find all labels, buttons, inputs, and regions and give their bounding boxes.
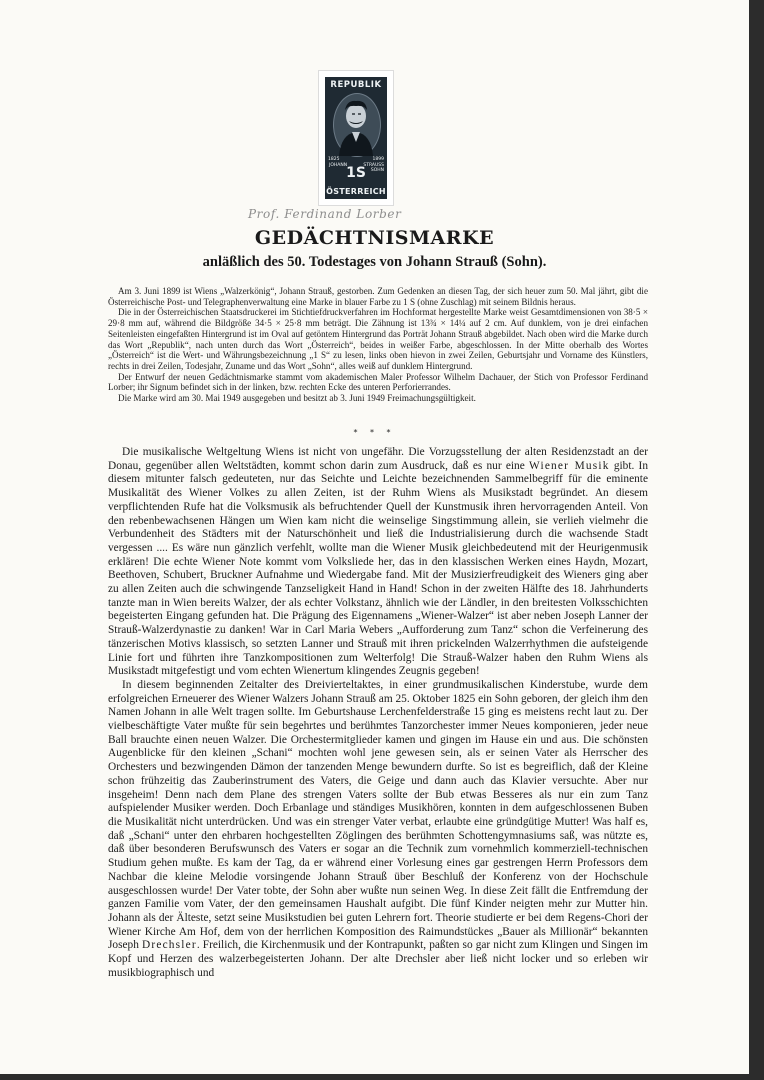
stamp-proof-card bbox=[318, 70, 394, 206]
article-body bbox=[108, 446, 648, 980]
section-separator: * * * bbox=[353, 428, 396, 437]
stamp-republik-text: REPUBLIK bbox=[330, 80, 382, 90]
scan-border-bottom bbox=[0, 1074, 764, 1080]
page-title: GEDÄCHTNISMARKE bbox=[254, 227, 495, 249]
stamp-surname: STRAUSS bbox=[363, 163, 384, 168]
body-text: . Freilich, die Kirchenmusik und der Kontrapunkt, paßten so gar nicht zum Klingen und Singen im Kopf und Herzen des walzerbegeisterten Johann. Der alte Drechsler aber ließ nicht locker und so erleben wir musikbiographisch und bbox=[108, 939, 648, 979]
stamp-country-name: ÖSTERREICH bbox=[326, 187, 386, 196]
intro-paragraph: Die in der Österreichischen Staatsdruckerei im Stichtiefdruckverfahren im Hochformat hergestellte Marke weist Gesamtdimensionen von 38·5 × 29·8 mm auf, während die Bildgröße 34·5 × 25·8 mm beträgt. Die Zähnung ist 13¾ × 14¼ auf 2 cm. Auf dunklem, von je drei einfachen Seitenleisten eingefaßten Hintergrund ist im Oval auf getöntem Hintergrund das Porträt Johann Strauß abgebildet. Nach oben wird die Marke durch das Wort „Republik“, nach unten durch das Wort „Österreich“, beides in weißer Farbe, abgeschlossen. In der Mitte oberhalb des Wortes „Österreich“ ist die Wert- und Währungsbezeichnung „1 S“ zu lesen, links oben hievon in zwei Zeilen, Geburtsjahr und Vorname des Künstlers, rechts in drei Zeilen, Todesjahr, Zuname und das Wort „Sohn“, alles weiß auf dunklem Hintergrund. bbox=[108, 307, 648, 371]
body-paragraph bbox=[108, 679, 648, 980]
intro-paragraph: Die Marke wird am 30. Mai 1949 ausgegeben und besitzt ab 3. Juni 1949 Freimachungsgültigkeit. bbox=[118, 393, 476, 404]
body-text: Die musikalische Weltgeltung Wiens ist nicht von ungefähr. Die Vorzugsstellung der alten Residenzstadt an der Donau, gegenüber allen Weltstädten, kommt schon darin zum Ausdruck, daß es nur eine bbox=[108, 446, 648, 472]
intro-section bbox=[108, 286, 648, 404]
stamp-denomination: 1S bbox=[346, 165, 366, 181]
postage-stamp bbox=[325, 77, 387, 199]
stamp-birth-year: 1825 bbox=[328, 157, 340, 162]
body-text: gibt. In diesem mitunter falsch gedeuteten, nur das Seichte und Leichte bezeichnenden Sammelbegriff für die eminente Musikalität des Wiener Volkes zu allen Zeiten, ist der Ruhm Wiens als Musikstadt begründet. An diesem verpflichtenden Rufe hat die Volksmusik als befruchtender Quell der Kunstmusik ihren hervorragenden Anteil. Von den rebenbewachsenen Hängen um Wien kam nicht die weinselige Singstimmung allein, sie verlieh vielmehr die Verbundenheit des Städters mit der Naturschönheit und ließ die Industrialisierung durch die wachsende Stadt vergessen .... Es wäre nun gänzlich verfehlt, wollte man die Wiener Musik gleichbedeutend mit der Heurigenmusik erklären! Die echte Wiener Note kommt vom Volksliede her, das in den klassischen Werken eines Haydn, Mozart, Beethoven, Schubert, Bruckner Aufnahme und Wiedergabe fand. Mit der Musizierfreudigkeit des Wieners ging aber zu allen Zeiten auch die schwingende Tanzseligkeit Hand in Hand! Schon in der zweiten Hälfte des 18. Jahrhunderts tanzte man in Wien bereits Walzer, der als echter Volkstanz, ähnlich wie der Ländler, in den breitesten Volksschichten begeisterten Eingang gefunden hat. Die Prägung des Eigennamens „Wiener-Walzer“ ist aber neben Joseph Lanner der Strauß-Walzerdynastie zu danken! War in Carl Maria Webers „Aufforderung zum Tanz“ schon die Verfeinerung des tänzerischen Motivs klassisch, so setzten Lanner und Strauß mit ihren prickelnden Walzerrhythmen die aufsteigende Linie fort und führten ihre Tanzkompositionen zum Welterfolg! Die Strauß-Walzer haben den Ruhm Wiens als Musikstadt mitgefestigt und vom echten Wienertum klingendes Zeugnis gegeben! bbox=[108, 459, 648, 678]
stamp-first-name: JOHANN bbox=[329, 163, 348, 168]
engraver-signature: Prof. Ferdinand Lorber bbox=[248, 207, 402, 221]
stamp-death-year: 1899 bbox=[372, 157, 384, 162]
stamp-suffix: SOHN bbox=[370, 168, 384, 173]
portrait-image bbox=[333, 94, 379, 156]
intro-paragraph: Am 3. Juni 1899 ist Wiens „Walzerkönig“, Johann Strauß, gestorben. Zum Gedenken an diesen Tag, der sich heuer zum 50. Mal jährt, gibt die Österreichische Post- und Telegraphenverwaltung eine Marke in blauer Farbe zu 1 S (ohne Zuschlag) mit seinem Bildnis heraus. bbox=[108, 286, 648, 307]
page-subtitle: anläßlich des 50. Todestages von Johann Strauß (Sohn). bbox=[202, 254, 547, 270]
intro-paragraph: Der Entwurf der neuen Gedächtnismarke stammt vom akademischen Maler Professor Wilhelm Dachauer, der Stich von Professor Ferdinand Lorber; ihr Signum befindet sich in der linken, bzw. rechten Ecke des unteren Perforierrandes. bbox=[108, 371, 648, 393]
body-text: In diesem beginnenden Zeitalter des Dreivierteltaktes, in einer grundmusikalischen Kinderstube, wurde dem erfolgreichen Erneuerer des Wiener Walzers Johann Strauß am 25. Oktober 1825 ein Sohn geboren, der gleich ihm den Namen Johann in alle Welt tragen sollte. Im Geburtshause Lerchenfelderstraße 15 ging es meistens recht laut zu. Der vielbeschäftigte Vater mußte für sein begehrtes und berühmtes Tanzorchester immer Neues komponieren, jeder neue Ball brauchte einen neuen Walzer. Die Orchestermitglieder kamen und gingen im Hause ein und aus. Die schönsten Augenblicke für den kleinen „Schani“ mochten wohl jene gewesen sein, als er seinen Vater als Herrscher des Orchesters und bezwingenden Dämon der tanzenden Menge bewundern durfte. So ist es begreiflich, daß der Kleine schon frühzeitig das Zauberinstrument des Vaters, die Geige und dann auch das Klavier versuchte. Aber nur insgeheim! Denn nach dem Plane des strengen Vaters sollte der Bub etwas Besseres als nur ein zum Tanz aufspielender Musiker werden. Doch Erbanlage und ständiges Musikhören, konnten in dem aufgeschlossenen Buben die Musikalität nicht unterdrücken. Und was ein strenger Vater verbat, erlaubte eine gründgütige Mutter! Was half es, daß „Schani“ unter den ehrbaren hochgestellten Zöglingen des berühmten Schottengymnasiums saß, was nützte es, daß über besonderen Berufswunsch des Vaters er sogar an die Technik zum vornehmlich kommerziell-technischen Studium gehen mußte. Es kam der Tag, da er während einer Vorlesung eines gar gestrengen Herrn Professors dem Nachbar die kleine Melodie vorsingende Johann Strauß über Beschluß der Konferenz von der Hochschule ausgeschlossen wurde! Der Vater tobte, der Sohn aber wußte nun seinen Weg. In diese Zeit fällt die Entfremdung der ganzen Familie vom Vater, der den gemeinsamen Haushalt aufgibt. Die fünf Kinder neigten mehr zur Mutter hin. Johann als der Älteste, setzt seine Musikstudien bei guten Lehrern fort. Theorie studierte er bei dem Regens-Chori der Wiener Kirche Am Hof, dem von der herrlichen Komposition des Raimundstückes „Bauer als Millionär“ bekannten Joseph bbox=[108, 678, 648, 952]
emphasized-term: Drechsler bbox=[141, 939, 197, 952]
body-paragraph bbox=[108, 446, 648, 679]
scan-border-right bbox=[749, 0, 764, 1080]
emphasized-term: Wiener Musik bbox=[529, 459, 610, 472]
